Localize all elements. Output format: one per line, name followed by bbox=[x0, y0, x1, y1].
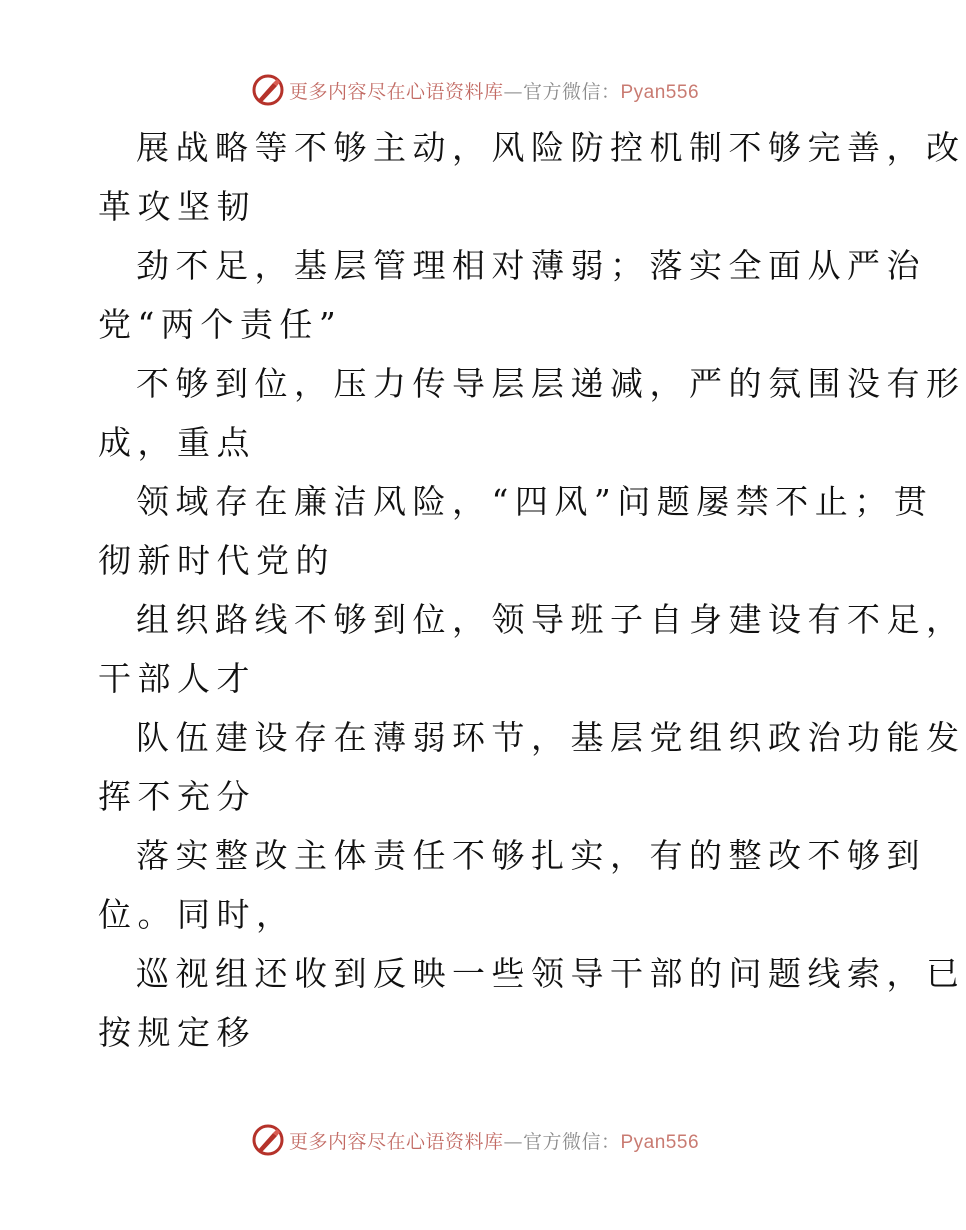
body-line: 落实整改主体责任不够扎实，有的整改不够到 bbox=[136, 836, 926, 875]
footer-watermark bbox=[0, 1120, 950, 1160]
body-line: 领域存在廉洁风险，“四风”问题屡禁不止；贯 bbox=[136, 482, 934, 521]
body-line: 革攻坚韧 bbox=[98, 187, 256, 226]
body-line: 位。同时， bbox=[98, 895, 296, 934]
body-line: 巡视组还收到反映一些领导干部的问题线索，已 bbox=[136, 954, 966, 993]
body-line: 挥不充分 bbox=[98, 777, 256, 816]
body-line: 按规定移 bbox=[98, 1013, 256, 1052]
watermark-text: 更多内容尽在心语资料库—官方微信：Pyan556 bbox=[288, 1130, 700, 1153]
document-body bbox=[98, 118, 966, 1062]
body-line: 展战略等不够主动，风险防控机制不够完善，改 bbox=[136, 128, 966, 167]
body-line: 干部人才 bbox=[98, 659, 256, 698]
body-line: 彻新时代党的 bbox=[98, 541, 335, 580]
body-line: 组织路线不够到位，领导班子自身建设有不足， bbox=[136, 600, 966, 639]
body-line: 队伍建设存在薄弱环节，基层党组织政治功能发 bbox=[136, 718, 966, 757]
pen-logo-icon bbox=[251, 1123, 285, 1157]
body-line: 劲不足，基层管理相对薄弱；落实全面从严治 bbox=[136, 246, 926, 285]
body-line: 党“两个责任” bbox=[98, 305, 343, 344]
pen-logo-icon bbox=[251, 73, 285, 107]
watermark-text: 更多内容尽在心语资料库—官方微信：Pyan556 bbox=[288, 80, 700, 103]
body-line: 成，重点 bbox=[98, 423, 256, 462]
body-line: 不够到位，压力传导层层递减，严的氛围没有形 bbox=[136, 364, 966, 403]
header-watermark bbox=[0, 70, 950, 110]
